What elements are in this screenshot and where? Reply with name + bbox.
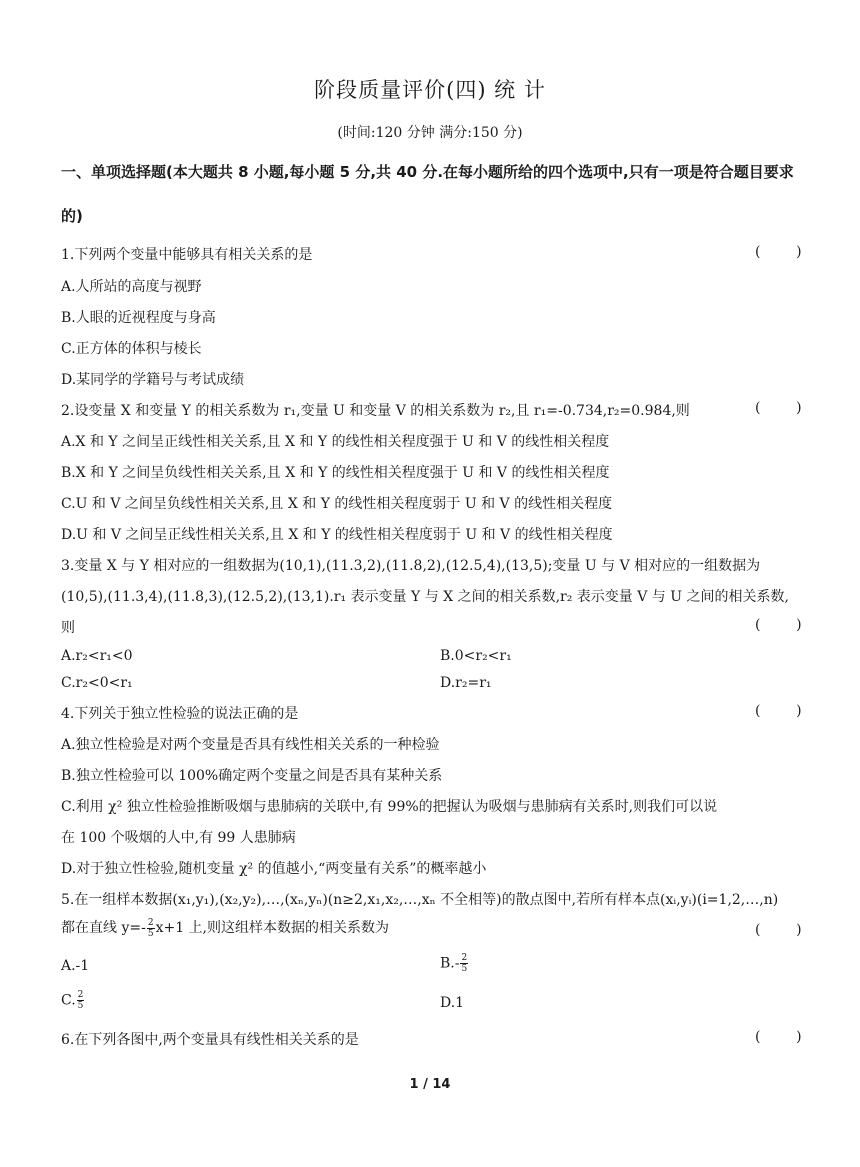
q2-option-b: B.X 和 Y 之间呈负线性相关关系,且 X 和 Y 的线性相关程度强于 U 和 V 的线性相关程度 <box>61 465 610 481</box>
q5-option-b-fraction <box>460 953 468 974</box>
q5-stem-line2 <box>61 917 389 939</box>
q4-option-a: A.独立性检验是对两个变量是否具有线性相关关系的一种检验 <box>61 737 440 753</box>
q4-option-c-line1: C.利用 χ² 独立性检验推断吸烟与患肺病的关联中,有 99%的把握认为吸烟与患肺病有关系时,则我们可以说 <box>61 799 718 815</box>
q5-option-d: D.1 <box>440 995 465 1011</box>
q3-option-c: C.r₂<0<r₁ <box>61 675 133 691</box>
q3-stem-line1: 3.变量 X 与 Y 相对应的一组数据为(10,1),(11.3,2),(11.8,2),(12.5,4),(13,5);变量 U 与 V 相对应的一组数据为 <box>61 558 761 574</box>
q4-option-d: D.对于独立性检验,随机变量 χ² 的值越小,“两变量有关系”的概率越小 <box>61 861 487 877</box>
fraction-numerator: 2 <box>77 990 84 1000</box>
q3-stem-line3: 则 <box>61 620 75 636</box>
q5-option-b-prefix: B.- <box>440 955 460 972</box>
q3-answer-paren: ( ) <box>755 617 802 633</box>
page-title: 阶段质量评价(四) 统 计 <box>314 78 546 102</box>
q3-option-a: A.r₂<r₁<0 <box>61 648 133 664</box>
q5-option-b <box>440 953 469 974</box>
q3-option-d: D.r₂=r₁ <box>440 675 492 691</box>
q5-fraction <box>147 918 155 939</box>
q2-option-d: D.U 和 V 之间呈正线性相关关系,且 X 和 Y 的线性相关程度弱于 U 和 V 的线性相关程度 <box>61 527 613 543</box>
section-heading: 一、单项选择题(本大题共 8 小题,每小题 5 分,共 40 分.在每小题所给的四个选项中,只有一项是符合题目要求的) <box>61 163 794 225</box>
q5-stem-line2-suffix: x+1 上,则这组样本数据的相关系数为 <box>155 920 389 936</box>
page-subtitle: (时间:120 分钟 满分:150 分) <box>337 125 523 141</box>
q5-option-c-prefix: C. <box>61 992 76 1009</box>
q4-option-c-line2: 在 100 个吸烟的人中,有 99 人患肺病 <box>61 830 296 846</box>
q1-option-d: D.某同学的学籍号与考试成绩 <box>61 372 245 388</box>
fraction-denominator: 5 <box>461 964 468 974</box>
q3-option-b: B.0<r₂<r₁ <box>440 648 512 664</box>
q1-option-c: C.正方体的体积与棱长 <box>61 341 202 357</box>
q5-option-c-fraction <box>77 990 85 1011</box>
fraction-denominator: 5 <box>77 1001 84 1011</box>
fraction-numerator: 2 <box>461 953 468 963</box>
q2-option-c: C.U 和 V 之间呈负线性相关关系,且 X 和 Y 的线性相关程度弱于 U 和 V 的线性相关程度 <box>61 496 613 512</box>
q6-stem: 6.在下列各图中,两个变量具有线性相关关系的是 <box>61 1032 359 1048</box>
q5-answer-paren: ( ) <box>755 922 802 938</box>
q1-answer-paren: ( ) <box>755 244 802 260</box>
fraction-denominator: 5 <box>147 928 154 939</box>
q2-stem: 2.设变量 X 和变量 Y 的相关系数为 r₁,变量 U 和变量 V 的相关系数为 r₂,且 r₁=-0.734,r₂=0.984,则 <box>61 403 690 419</box>
q5-stem-line2-prefix: 都在直线 y=- <box>61 920 146 936</box>
fraction-numerator: 2 <box>147 917 154 928</box>
q4-option-b: B.独立性检验可以 100%确定两个变量之间是否具有某种关系 <box>61 768 443 784</box>
q1-option-b: B.人眼的近视程度与身高 <box>61 310 216 326</box>
q6-answer-paren: ( ) <box>755 1029 802 1045</box>
q5-option-c <box>61 990 85 1011</box>
q3-stem-line2: (10,5),(11.3,4),(11.8,3),(12.5,2),(13,1).r₁ 表示变量 Y 与 X 之间的相关系数,r₂ 表示变量 V 与 U 之间的相关系数, <box>61 589 789 605</box>
q2-option-a: A.X 和 Y 之间呈正线性相关关系,且 X 和 Y 的线性相关程度强于 U 和 V 的线性相关程度 <box>61 434 610 450</box>
page-number: 1 / 14 <box>409 1077 451 1092</box>
q1-stem: 1.下列两个变量中能够具有相关关系的是 <box>61 247 313 263</box>
q4-stem: 4.下列关于独立性检验的说法正确的是 <box>61 706 299 722</box>
q5-option-a: A.-1 <box>61 958 90 974</box>
q1-option-a: A.人所站的高度与视野 <box>61 279 202 295</box>
q5-stem-line1: 5.在一组样本数据(x₁,y₁),(x₂,y₂),…,(xₙ,yₙ)(n≥2,x₁,x₂,…,xₙ 不全相等)的散点图中,若所有样本点(xᵢ,yᵢ)(i=1,2,…,n) <box>61 892 779 908</box>
q4-answer-paren: ( ) <box>755 703 802 719</box>
q2-answer-paren: ( ) <box>755 400 802 416</box>
